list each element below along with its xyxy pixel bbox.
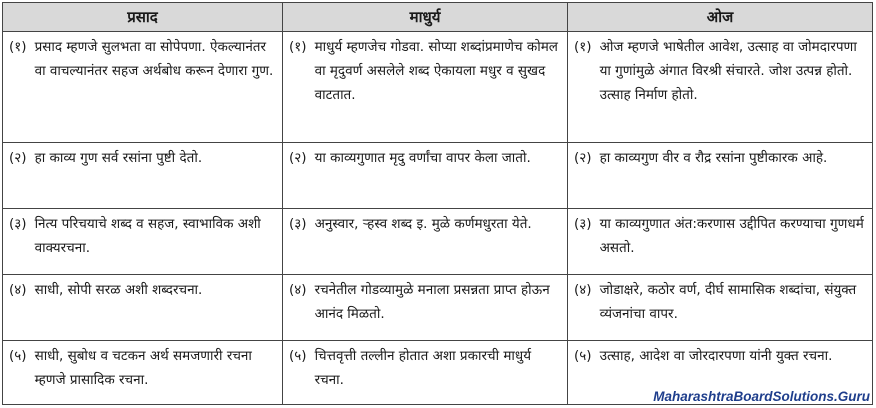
watermark: MaharashtraBoardSolutions.Guru (653, 389, 870, 404)
item-text: या काव्यगुणात मृदु वर्णांचा वापर केला जातो. (314, 150, 531, 166)
table-row (3, 32, 873, 143)
item-text: रचनेतील गोडव्यामुळे मनाला प्रसन्नता प्राप्त होऊन आनंद मिळतो. (314, 282, 550, 322)
header-oj: ओज (568, 3, 873, 32)
item-number: (४) (289, 282, 307, 298)
table-row (3, 143, 873, 209)
item-number: (१) (574, 39, 592, 55)
item-text: माधुर्य म्हणजेच गोडवा. सोप्या शब्दांप्रमाणेच कोमल वा मृदुवर्ण असलेले शब्द ऐकायला मधुर व सुखद वाटतात. (314, 39, 558, 103)
table-row (3, 275, 873, 341)
item-text: या काव्यगुणात अंत:करणास उद्दीपित करण्याचा गुणधर्म असतो. (599, 216, 864, 256)
table-cell (3, 143, 283, 209)
item-number: (२) (574, 150, 592, 166)
table-cell (568, 32, 873, 143)
header-row (3, 3, 873, 32)
table-cell (568, 209, 873, 275)
item-number: (३) (9, 216, 27, 232)
item-number: (५) (9, 348, 27, 364)
item-text: उत्साह, आदेश वा जोरदारपणा यांनी युक्त रचना. (599, 348, 833, 364)
item-number: (१) (289, 39, 307, 55)
header-prasad: प्रसाद (3, 3, 283, 32)
item-text: नित्य परिचयाचे शब्द व सहज, स्वाभाविक अशी वाक्यरचना. (34, 216, 261, 256)
table-cell (283, 341, 568, 405)
item-number: (५) (289, 348, 307, 364)
table-cell (568, 275, 873, 341)
table-row (3, 209, 873, 275)
item-number: (१) (9, 39, 27, 55)
item-number: (५) (574, 348, 592, 364)
item-text: ओज म्हणजे भाषेतील आवेश, उत्साह वा जोमदारपणा या गुणांमुळे अंगात विरश्री संचारते. जोश उत्पन्न होतो. उत्साह निर्माण होतो. (599, 39, 857, 103)
table-cell (283, 275, 568, 341)
item-text: जोडाक्षरे, कठोर वर्ण, दीर्घ सामासिक शब्दांचा, संयुक्त व्यंजनांचा वापर. (599, 282, 857, 322)
item-number: (४) (9, 282, 27, 298)
table-cell (3, 341, 283, 405)
table-cell (283, 209, 568, 275)
item-number: (२) (289, 150, 307, 166)
item-text: साधी, सुबोध व चटकन अर्थ समजणारी रचना म्हणजे प्रासादिक रचना. (34, 348, 252, 388)
table-cell (283, 32, 568, 143)
item-text: अनुस्वार, ऱ्हस्व शब्द इ. मुळे कर्णमधुरता येते. (314, 216, 532, 232)
item-text: हा काव्यगुण वीर व रौद्र रसांना पुष्टीकारक आहे. (599, 150, 828, 166)
header-madhurya: माधुर्य (283, 3, 568, 32)
table-cell (3, 275, 283, 341)
table-cell (3, 209, 283, 275)
item-text: चित्तवृत्ती तल्लीन होतात अशा प्रकारची माधुर्य रचना. (314, 348, 532, 388)
comparison-table (2, 2, 873, 405)
item-number: (३) (289, 216, 307, 232)
item-number: (३) (574, 216, 592, 232)
item-text: हा काव्य गुण सर्व रसांना पुष्टी देतो. (34, 150, 203, 166)
item-number: (२) (9, 150, 27, 166)
item-text: साधी, सोपी सरळ अशी शब्दरचना. (34, 282, 203, 298)
item-number: (४) (574, 282, 592, 298)
table-cell (568, 143, 873, 209)
table-cell (283, 143, 568, 209)
table-cell (3, 32, 283, 143)
item-text: प्रसाद म्हणजे सुलभता वा सोपेपणा. ऐकल्यानंतर वा वाचल्यानंतर सहज अर्थबोध करून देणारा गुण. (34, 39, 274, 79)
